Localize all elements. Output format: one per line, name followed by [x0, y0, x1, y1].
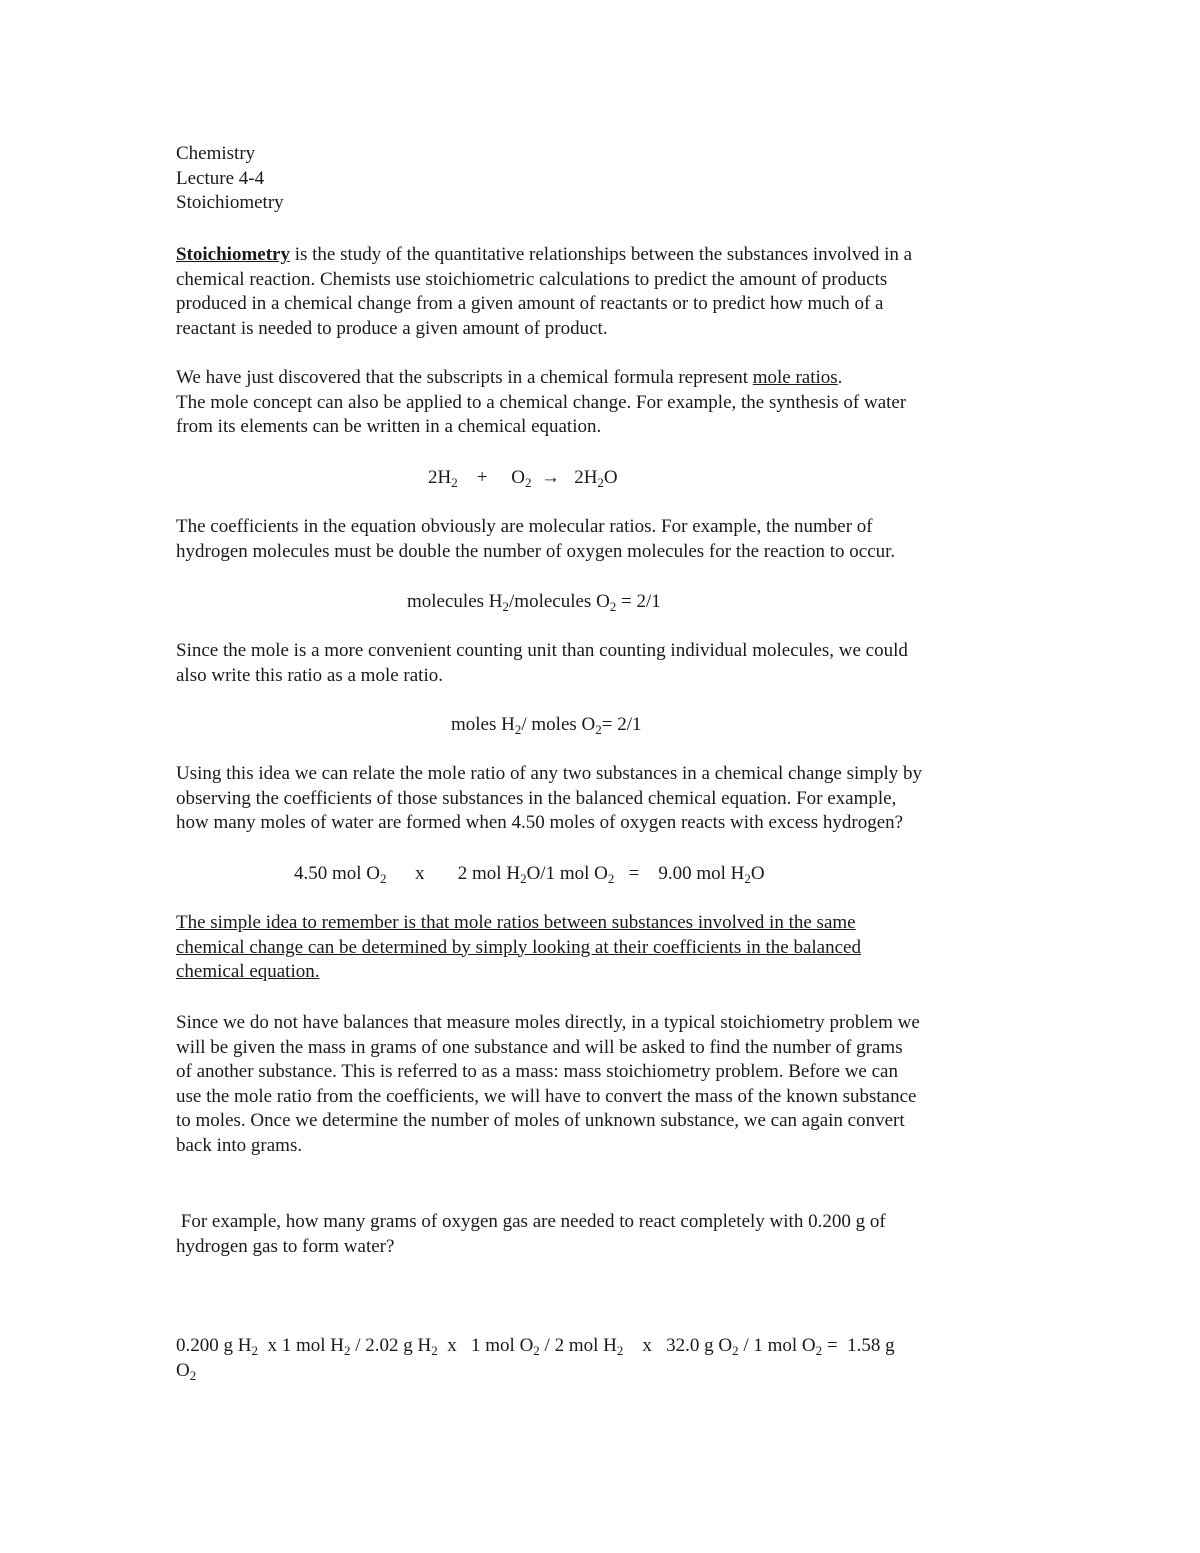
- eq-reactant-2: O: [511, 467, 525, 488]
- final-calc-sub-3: 2: [431, 1343, 438, 1358]
- mole-ratios-period: .: [837, 367, 843, 388]
- mole-unit-line-1: Since the mole is a more convenient counting unit than counting individual molecules, we could: [176, 640, 908, 661]
- final-calc-term-4: x 1 mol O: [437, 1335, 534, 1356]
- water-calc-ratio-2: O/1 mol O: [526, 863, 608, 884]
- mole-ratios-line-1: We have just discovered that the subscripts in a chemical formula represent: [176, 367, 753, 388]
- stoichiometry-term: Stoichiometry: [176, 244, 290, 265]
- synthesis-equation: [428, 466, 618, 490]
- final-calc-sub-7: 2: [815, 1343, 823, 1358]
- balances-line-3: of another substance. This is referred to as a mass: mass stoichiometry problem. Before we can: [176, 1061, 898, 1082]
- eq-arrow: →: [540, 467, 560, 488]
- eq-product: 2H: [574, 467, 598, 488]
- water-calc-given-sub: 2: [380, 871, 387, 886]
- example-line-2: hydrogen gas to form water?: [176, 1235, 395, 1257]
- final-calc-term-6: x 32.0 g O: [623, 1335, 733, 1356]
- lecture-line: Lecture 4-4: [176, 167, 265, 189]
- definition-line-1: is the study of the quantitative relationships between the substances involved in a: [289, 244, 913, 265]
- final-calc-term-5: / 2 mol H: [539, 1335, 617, 1356]
- balances-paragraph: [176, 1011, 1036, 1158]
- final-calc-term-2: x 1 mol H: [257, 1335, 345, 1356]
- final-calc-term-3: / 2.02 g H: [350, 1335, 432, 1356]
- molecule-ratio-sub-2: 2: [609, 599, 617, 614]
- using-idea-paragraph: [176, 762, 1036, 836]
- eq-plus: +: [476, 467, 488, 488]
- example-paragraph: [176, 1210, 1036, 1259]
- balances-line-5: to moles. Once we determine the number of moles of unknown substance, we can again convert: [176, 1110, 905, 1131]
- water-calc-result: 9.00 mol H: [658, 863, 745, 884]
- using-idea-line-1: Using this idea we can relate the mole ratio of any two substances in a chemical change simply by: [176, 763, 923, 784]
- eq-product-sub: 2: [597, 475, 604, 490]
- molecule-ratio-equation: [407, 590, 661, 614]
- water-calc-result-end: O: [750, 863, 765, 884]
- water-calc-result-sub: 2: [744, 871, 751, 886]
- eq-reactant-1: 2H: [428, 467, 452, 488]
- balances-line-4: use the mole ratio from the coefficients, we will have to convert the mass of the known substance: [176, 1085, 917, 1107]
- mole-ratios-paragraph: [176, 366, 1036, 440]
- definition-line-2: chemical reaction. Chemists use stoichiometric calculations to predict the amount of products: [176, 268, 888, 290]
- final-calc-sub-2: 2: [344, 1343, 351, 1358]
- mole-ratios-line-3: from its elements can be written in a chemical equation.: [176, 416, 602, 437]
- coefficients-line-1: The coefficients in the equation obviously are molecular ratios. For example, the number of: [176, 516, 873, 537]
- final-calc-sub-5: 2: [616, 1343, 624, 1358]
- definition-line-4: reactant is needed to produce a given amount of product.: [176, 317, 608, 339]
- molecule-ratio-sub-1: 2: [502, 599, 510, 614]
- water-calc-ratio-sub-1: 2: [520, 871, 527, 886]
- mole-unit-paragraph: [176, 639, 1036, 688]
- remember-paragraph: [176, 911, 1036, 985]
- balances-line-2: will be given the mass in grams of one substance and will be asked to find the number of grams: [176, 1036, 903, 1058]
- mole-ratio-part-3: = 2/1: [601, 714, 642, 735]
- mole-ratio-part-1: moles H: [451, 714, 515, 735]
- remember-line-2: chemical change can be determined by simply looking at their coefficients in the balanced: [176, 936, 861, 958]
- balances-line-1: Since we do not have balances that measure moles directly, in a typical stoichiometry problem we: [176, 1012, 920, 1033]
- final-calc-sub-6: 2: [732, 1343, 739, 1358]
- mole-ratio-part-2: / moles O: [521, 714, 596, 735]
- final-calc-sub-1: 2: [251, 1343, 258, 1358]
- mole-ratios-line-2: The mole concept can also be applied to a chemical change. For example, the synthesis of water: [176, 391, 907, 413]
- eq-reactant-1-sub: 2: [451, 475, 458, 490]
- molecule-ratio-part-3: = 2/1: [616, 591, 661, 612]
- eq-reactant-2-sub: 2: [524, 475, 532, 490]
- mole-ratio-equation: [451, 713, 642, 737]
- water-calc-ratio-sub-2: 2: [607, 871, 615, 886]
- definition-paragraph: [176, 243, 1036, 341]
- final-calc-result: = 1.58 g: [822, 1335, 895, 1356]
- mole-ratio-sub-2: 2: [595, 722, 602, 737]
- using-idea-line-2: observing the coefficients of those substances in the balanced chemical equation. For example,: [176, 787, 897, 809]
- final-calc-sub-4: 2: [533, 1343, 540, 1358]
- example-line-1: For example, how many grams of oxygen gas are needed to react completely with 0.200 g of: [176, 1211, 886, 1232]
- mole-unit-line-2: also write this ratio as a mole ratio.: [176, 664, 443, 686]
- subject-line: Chemistry: [176, 143, 256, 164]
- water-calc-ratio: 2 mol H: [457, 863, 521, 884]
- water-calc-equals: =: [628, 863, 640, 884]
- coefficients-line-2: hydrogen molecules must be double the number of oxygen molecules for the reaction to occur.: [176, 540, 896, 562]
- using-idea-line-3: how many moles of water are formed when 4.50 moles of oxygen reacts with excess hydrogen?: [176, 812, 904, 833]
- coefficients-paragraph: [176, 515, 1036, 564]
- final-calculation: [176, 1334, 1036, 1383]
- final-calc-result-unit: O: [176, 1359, 190, 1381]
- mole-ratio-sub-1: 2: [514, 722, 522, 737]
- document-header: [176, 142, 1036, 216]
- final-calc-result-sub: 2: [189, 1367, 197, 1383]
- remember-line-3: chemical equation.: [176, 961, 320, 982]
- topic-line: Stoichiometry: [176, 192, 284, 213]
- mole-ratios-term: mole ratios: [752, 367, 838, 388]
- water-calc-given: 4.50 mol O: [294, 863, 381, 884]
- water-calc-times: x: [415, 863, 425, 884]
- water-calculation: [294, 862, 765, 886]
- molecule-ratio-part-1: molecules H: [407, 591, 503, 612]
- eq-product-end: O: [603, 467, 618, 488]
- remember-line-1: The simple idea to remember is that mole ratios between substances involved in the same: [176, 912, 856, 933]
- final-calc-term-7: / 1 mol O: [738, 1335, 816, 1356]
- definition-line-3: produced in a chemical change from a given amount of reactants or to predict how much of a: [176, 293, 884, 314]
- molecule-ratio-part-2: /molecules O: [509, 591, 610, 612]
- balances-line-6: back into grams.: [176, 1134, 303, 1156]
- final-calc-term-1: 0.200 g H: [176, 1335, 252, 1356]
